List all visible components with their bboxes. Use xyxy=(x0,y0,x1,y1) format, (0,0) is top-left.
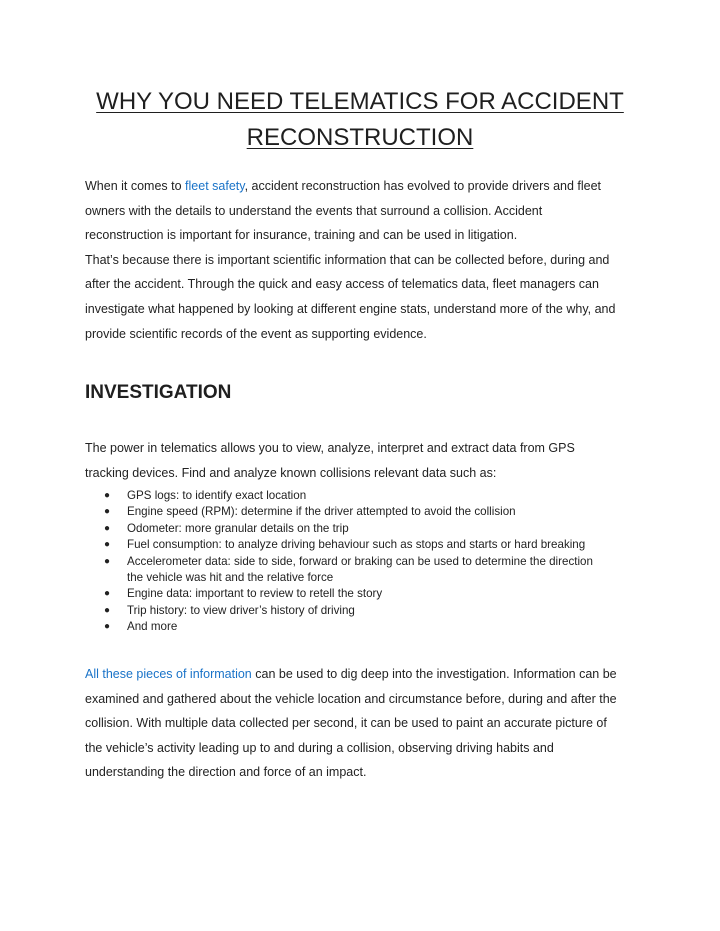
bullet-icon: ● xyxy=(104,604,111,616)
list-item-text: Accelerometer data: side to side, forward or braking can be used to determine the direction xyxy=(127,554,593,568)
list-item-text: Engine data: important to review to retell the story xyxy=(127,587,383,601)
intro-line-7: provide scientific records of the event as supporting evidence. xyxy=(85,326,427,341)
intro-line-1-rest: , accident reconstruction has evolved to provide drivers and fleet xyxy=(244,179,602,193)
list-item-text: Trip history: to view driver’s history of driving xyxy=(127,603,355,617)
list-item-text: Engine speed (RPM): determine if the driver attempted to avoid the collision xyxy=(127,505,516,519)
list-item-text: Odometer: more granular details on the trip xyxy=(127,521,349,535)
investigation-line-1: The power in telematics allows you to view, analyze, interpret and extract data from GPS xyxy=(85,441,575,455)
data-bullet-list xyxy=(85,488,655,636)
bullet-icon: ● xyxy=(104,506,111,518)
list-item xyxy=(85,488,655,504)
investigation-line-2: tracking devices. Find and analyze known collisions relevant data such as: xyxy=(85,465,497,480)
list-item-text: And more xyxy=(127,620,178,634)
closing-line-3: collision. With multiple data collected per second, it can be used to paint an accurate picture of xyxy=(85,716,607,731)
closing-line-5: understanding the direction and force of an impact. xyxy=(85,765,367,780)
bullet-icon: ● xyxy=(104,588,111,600)
intro-line-4: That’s because there is important scientific information that can be collected before, during and xyxy=(85,252,610,267)
intro-line-2: owners with the details to understand the events that surround a collision. Accident xyxy=(85,203,543,218)
list-item xyxy=(85,586,655,602)
information-pieces-link[interactable]: All these pieces of information xyxy=(85,667,252,681)
intro-line-6: investigate what happened by looking at different engine stats, understand more of the why, and xyxy=(85,301,616,316)
list-item-text: Fuel consumption: to analyze driving behaviour such as stops and starts or hard breaking xyxy=(127,538,586,552)
closing-line-4: the vehicle’s activity leading up to and during a collision, observing driving habits and xyxy=(85,740,554,755)
page-title xyxy=(60,84,660,156)
title-line-1: WHY YOU NEED TELEMATICS FOR ACCIDENT xyxy=(96,88,624,115)
list-item xyxy=(85,619,655,635)
list-item xyxy=(85,603,655,619)
bullet-icon: ● xyxy=(104,490,111,501)
bullet-icon: ● xyxy=(104,539,111,551)
closing-paragraph xyxy=(85,662,655,785)
investigation-heading: INVESTIGATION xyxy=(85,382,232,403)
list-item-text-continued: the vehicle was hit and the relative force xyxy=(127,571,334,585)
investigation-paragraph xyxy=(85,436,655,485)
list-item xyxy=(85,554,655,587)
list-item xyxy=(85,504,655,520)
bullet-icon: ● xyxy=(104,555,111,567)
bullet-icon: ● xyxy=(104,621,111,633)
bullet-icon: ● xyxy=(104,522,111,534)
fleet-safety-link[interactable]: fleet safety xyxy=(185,179,245,193)
title-line-2: RECONSTRUCTION xyxy=(246,124,474,151)
list-item-text: GPS logs: to identify exact location xyxy=(127,489,307,502)
intro-prefix: When it comes to xyxy=(85,179,186,193)
list-item xyxy=(85,521,655,537)
intro-line-3: reconstruction is important for insurance, training and can be used in litigation. xyxy=(85,228,518,243)
list-item xyxy=(85,537,655,553)
intro-paragraph xyxy=(85,174,655,346)
closing-line-1-rest: can be used to dig deep into the investigation. Information can be xyxy=(251,667,617,681)
closing-line-2: examined and gathered about the vehicle location and circumstance before, during and after the xyxy=(85,691,617,706)
intro-line-5: after the accident. Through the quick and easy access of telematics data, fleet managers can xyxy=(85,277,599,292)
